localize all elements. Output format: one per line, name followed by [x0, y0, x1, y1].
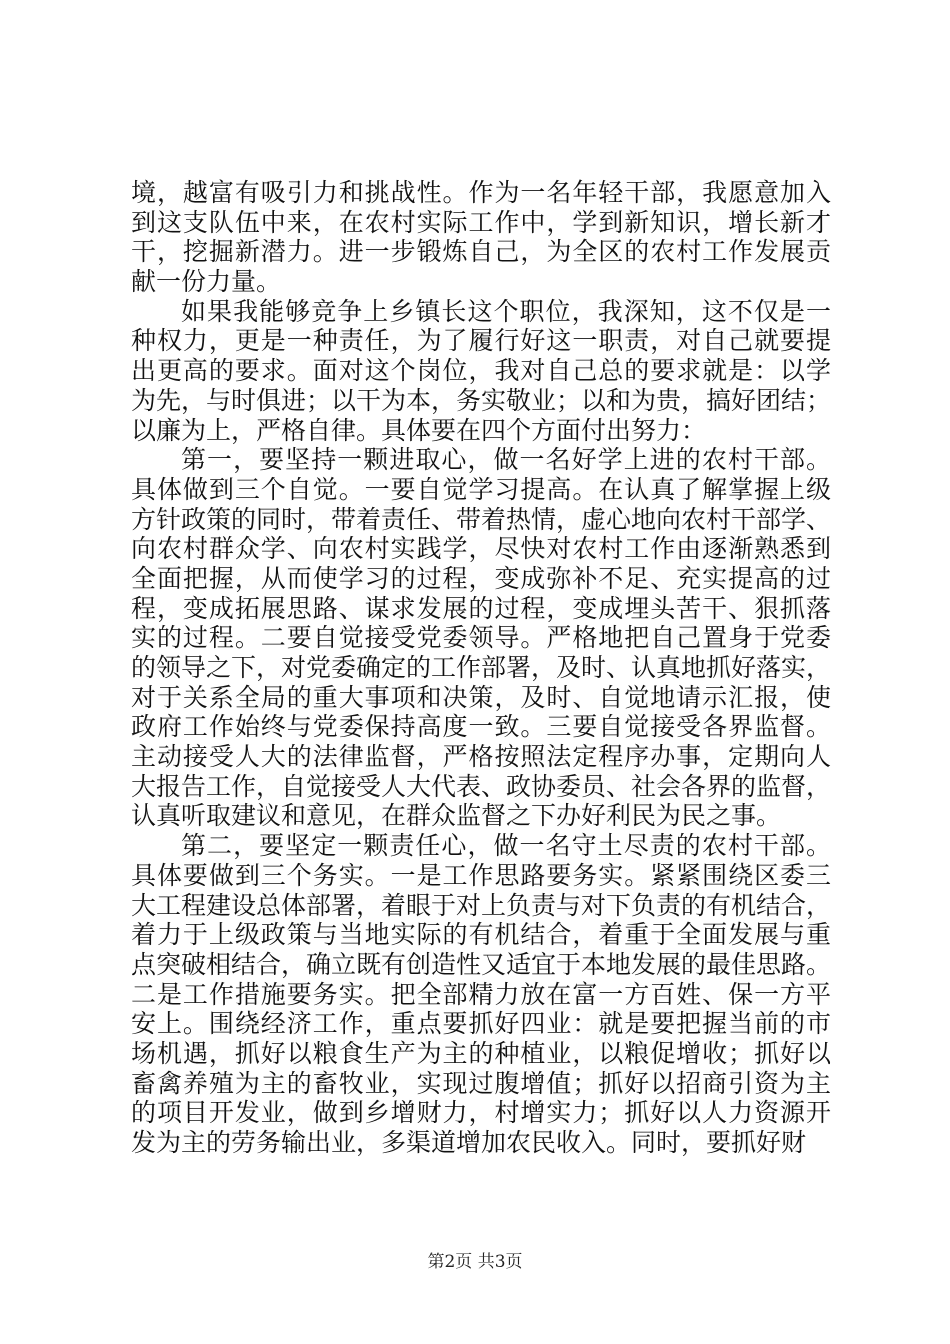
text-line: 的领导之下，对党委确定的工作部署，及时、认真地抓好落实， [131, 653, 831, 682]
text-line: 干，挖掘新潜力。进一步锻炼自己，为全区的农村工作发展贡 [131, 237, 831, 267]
text-line: 场机遇，抓好以粮食生产为主的种植业，以粮促增收；抓好以 [131, 1038, 831, 1068]
page-footer: 第2页 共3页 [427, 1252, 523, 1272]
text-line: 种权力，更是一种责任，为了履行好这一职责，对自己就要提 [131, 326, 831, 356]
text-line: 实的过程。二要自觉接受党委领导。严格地把自己置身于党委 [131, 623, 831, 653]
paragraph [131, 445, 831, 831]
text-line: 出更高的要求。面对这个岗位，我对自己总的要求就是：以学 [131, 356, 831, 386]
text-line: 如果我能够竞争上乡镇长这个职位，我深知，这不仅是一 [181, 296, 831, 326]
text-line: 具体要做到三个务实。一是工作思路要务实。紧紧围绕区委三 [131, 860, 831, 890]
text-line: 第二，要坚定一颗责任心，做一名守土尽责的农村干部。 [181, 831, 831, 861]
text-line: 境，越富有吸引力和挑战性。作为一名年轻干部，我愿意加入 [131, 178, 831, 207]
text-line: 全面把握，从而使学习的过程，变成弥补不足、充实提高的过 [131, 563, 831, 593]
text-line: 大报告工作，自觉接受人大代表、政协委员、社会各界的监督， [131, 771, 831, 801]
text-line: 主动接受人大的法律监督，严格按照法定程序办事，定期向人 [131, 742, 831, 772]
text-line: 程，变成拓展思路、谋求发展的过程，变成埋头苦干、狠抓落 [131, 593, 831, 623]
text-line: 二是工作措施要务实。把全部精力放在富一方百姓、保一方平 [131, 979, 831, 1009]
text-line: 安上。围绕经济工作，重点要抓好四业：就是要把握当前的市 [131, 1009, 831, 1039]
text-line: 以廉为上，严格自律。具体要在四个方面付出努力： [131, 415, 707, 445]
text-line: 对于关系全局的重大事项和决策，及时、自觉地请示汇报，使 [131, 682, 831, 712]
text-line: 认真听取建议和意见，在群众监督之下办好利民为民之事。 [131, 801, 782, 831]
paragraph [131, 297, 831, 445]
text-line: 发为主的劳务输出业，多渠道增加农民收入。同时，要抓好财 [131, 1128, 807, 1157]
body-text [131, 178, 831, 1158]
text-line: 大工程建设总体部署，着眼于对上负责与对下负责的有机结合， [131, 890, 831, 920]
text-line: 的项目开发业，做到乡增财力，村增实力；抓好以人力资源开 [131, 1098, 831, 1128]
paragraph [131, 831, 831, 1158]
text-line: 献一份力量。 [131, 267, 282, 297]
text-line: 政府工作始终与党委保持高度一致。三要自觉接受各界监督。 [131, 712, 831, 742]
text-line: 畜禽养殖为主的畜牧业，实现过腹增值；抓好以招商引资为主 [131, 1068, 831, 1098]
text-line: 方针政策的同时，带着责任、带着热情，虚心地向农村干部学、 [131, 504, 831, 534]
text-line: 第一，要坚持一颗进取心，做一名好学上进的农村干部。 [181, 445, 831, 475]
text-line: 点突破相结合，确立既有创造性又适宜于本地发展的最佳思路。 [131, 949, 831, 979]
text-line: 为先，与时俱进；以干为本，务实敬业；以和为贵，搞好团结； [131, 385, 831, 415]
paragraph [131, 178, 831, 297]
text-line: 具体做到三个自觉。一要自觉学习提高。在认真了解掌握上级 [131, 474, 831, 504]
text-line: 向农村群众学、向农村实践学，尽快对农村工作由逐渐熟悉到 [131, 534, 831, 564]
text-line: 到这支队伍中来，在农村实际工作中，学到新知识，增长新才 [131, 207, 831, 237]
text-line: 着力于上级政策与当地实际的有机结合，着重于全面发展与重 [131, 920, 831, 950]
